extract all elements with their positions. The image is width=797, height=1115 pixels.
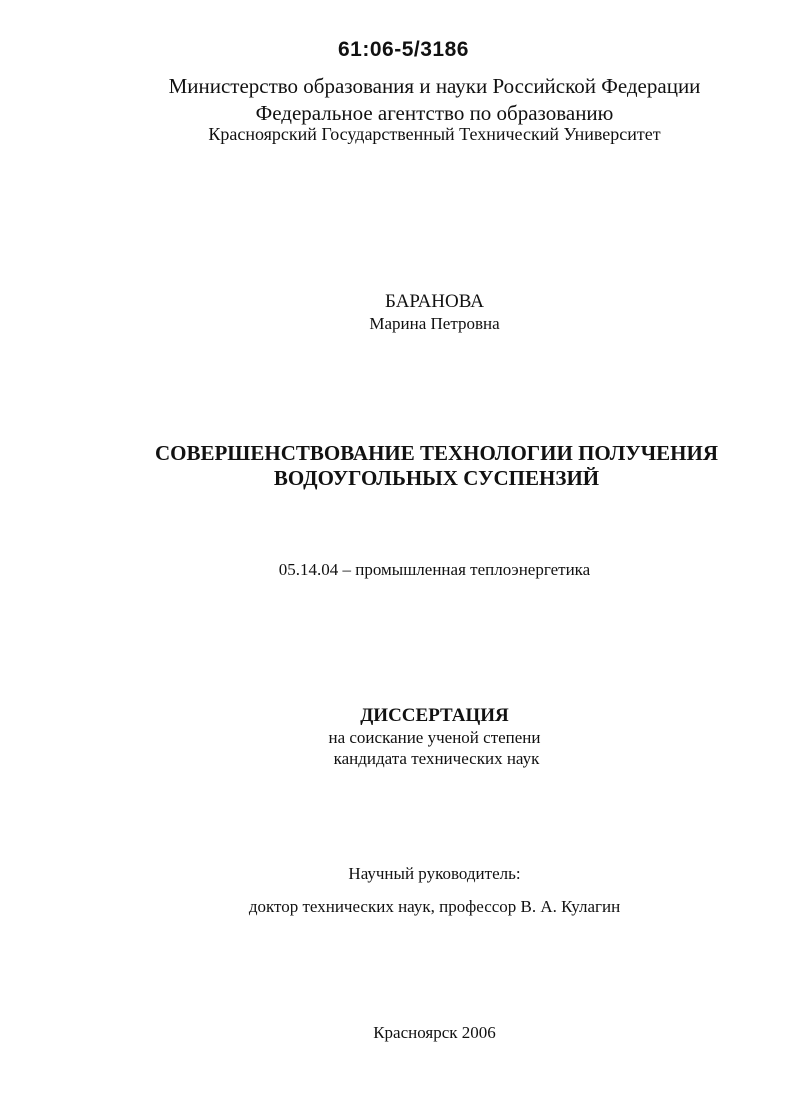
thesis-title-line-2: ВОДОУГОЛЬНЫХ СУСПЕНЗИЙ bbox=[273, 466, 600, 490]
advisor-name: доктор технических наук, профессор В. А. Кулагин bbox=[248, 897, 621, 916]
document-type: ДИССЕРТАЦИЯ bbox=[360, 705, 509, 726]
city-year: Красноярск 2006 bbox=[373, 1023, 496, 1042]
degree-line-2: кандидата технических наук bbox=[333, 749, 540, 768]
author-given-name: Марина Петровна bbox=[369, 314, 500, 333]
specialty-code: 05.14.04 – промышленная теплоэнергетика bbox=[278, 560, 591, 579]
degree-line-1: на соискание ученой степени bbox=[328, 728, 541, 747]
author-surname: БАРАНОВА bbox=[385, 291, 484, 312]
advisor-label: Научный руководитель: bbox=[348, 864, 521, 883]
thesis-title-line-1: СОВЕРШЕНСТВОВАНИЕ ТЕХНОЛОГИИ ПОЛУЧЕНИЯ bbox=[154, 441, 719, 465]
university-name: Красноярский Государственный Технический Университет bbox=[208, 124, 661, 144]
agency-name: Федеральное агентство по образованию bbox=[255, 101, 614, 125]
document-code: 61:06-5/3186 bbox=[338, 38, 469, 61]
ministry-name: Министерство образования и науки Российской Федерации bbox=[168, 74, 701, 98]
